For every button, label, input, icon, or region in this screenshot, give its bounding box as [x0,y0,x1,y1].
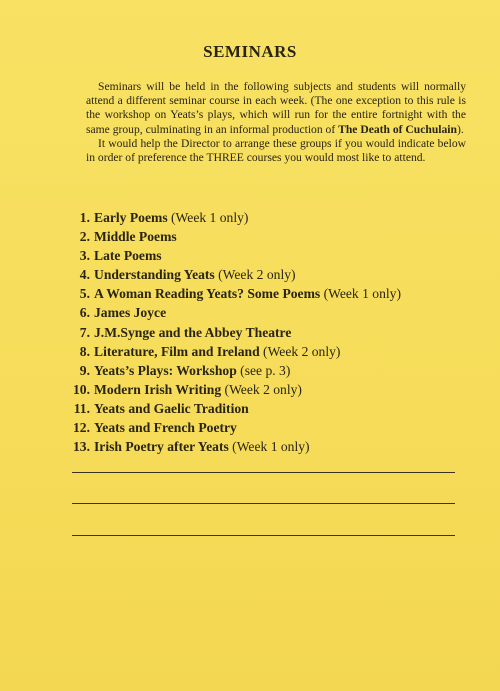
intro-p1-end: ). [456,122,464,136]
course-item: 11. Yeats and Gaelic Tradition [73,400,249,416]
course-item: 3. Late Poems [79,248,162,264]
course-name: Middle Poems [94,229,177,245]
course-note: (see p. 3) [236,362,291,378]
preference-line-3[interactable] [72,535,455,536]
intro-p1-text: Seminars will be held in the following subjects and students will normally attend a different seminar course in each week. (The one exception to this rule is the workshop on Yeats’s plays, which will run for the entire fortnight with the same group, culminating in an informal production of [86,80,466,136]
course-item: 9. Yeats’s Plays: Workshop (see p. 3) [79,362,291,378]
course-note: (Week 2 only) [221,381,302,397]
course-item: 1. Early Poems (Week 1 only) [79,210,249,225]
course-name: Yeats and French Poetry [94,420,237,436]
preference-line-2[interactable] [72,503,455,504]
course-name: James Joyce [94,305,167,321]
course-name: Late Poems [94,248,162,264]
course-note: (Week 2 only) [259,343,341,359]
course-note: (Week 1 only) [320,286,402,302]
intro-text [86,80,466,165]
course-name: Irish Poetry after Yeats [94,439,229,455]
course-list [66,208,466,456]
course-note: (Week 1 only) [167,210,249,225]
course-note: (Week 2 only) [214,267,296,283]
course-note: (Week 1 only) [228,439,310,455]
preference-line-1[interactable] [72,472,455,473]
intro-paragraph-2: It would help the Director to arrange these groups if you would indicate below in order of preference the THREE courses you would most like to attend. [86,136,466,165]
course-item: 10. Modern Irish Writing (Week 2 only) [73,381,302,397]
course-item: 2. Middle Poems [79,229,177,245]
course-item: 7. J.M.Synge and the Abbey Theatre [79,324,292,340]
course-item: 8. Literature, Film and Ireland (Week 2 only) [79,343,341,359]
intro-paragraph-1 [86,80,466,137]
course-item: 6. James Joyce [79,305,167,321]
course-name: Yeats’s Plays: Workshop [94,362,237,378]
course-item: 5. A Woman Reading Yeats? Some Poems (Week 1 only) [79,286,402,302]
course-name: Literature, Film and Ireland [94,343,260,359]
course-name: Understanding Yeats [94,267,215,283]
course-name: Yeats and Gaelic Tradition [94,400,249,416]
course-name: Modern Irish Writing [94,381,222,397]
page-title: SEMINARS [203,42,297,61]
play-title: The Death of Cuchulain [338,122,457,136]
course-item: 12. Yeats and French Poetry [73,420,237,436]
course-item: 4. Understanding Yeats (Week 2 only) [79,267,296,283]
course-name: J.M.Synge and the Abbey Theatre [94,324,292,340]
course-name: Early Poems [94,210,168,225]
course-item: 13. Irish Poetry after Yeats (Week 1 only) [73,439,310,455]
course-name: A Woman Reading Yeats? Some Poems [94,286,321,302]
